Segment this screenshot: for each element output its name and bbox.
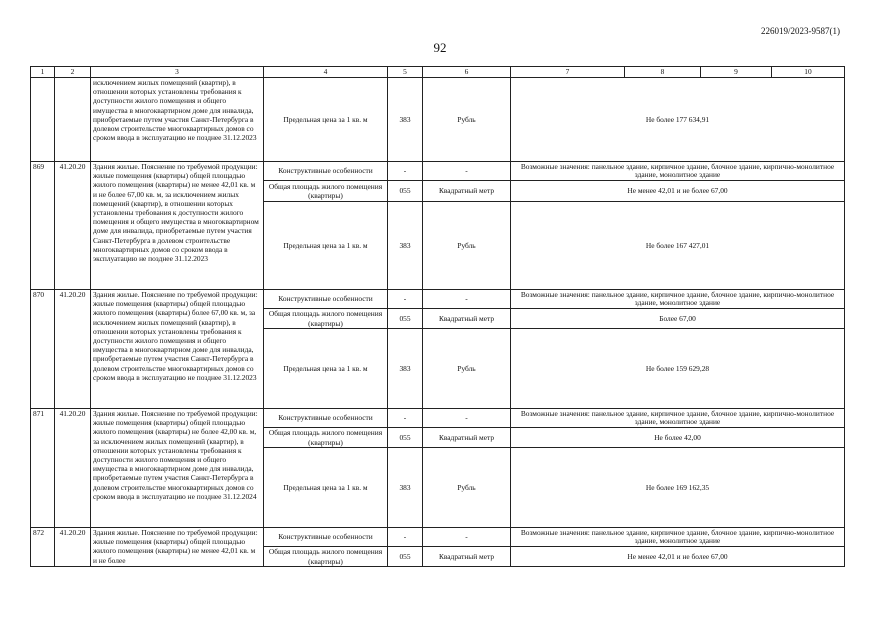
unit-name: Рубль (423, 78, 511, 162)
unit-name: - (423, 528, 511, 547)
column-header: 8 (625, 67, 701, 78)
document-number: 226019/2023-9587(1) (761, 26, 840, 36)
okei-code: 055 (388, 181, 423, 202)
column-header: 4 (264, 67, 388, 78)
unit-name: Квадратный метр (423, 309, 511, 329)
page-number: 92 (433, 40, 447, 55)
column-header: 1 (31, 67, 55, 78)
unit-name: - (423, 162, 511, 181)
characteristic-value: Возможные значения: панельное здание, кирпичное здание, блочное здание, кирпично-монолитное здание, монолитное здание (511, 409, 845, 428)
table-row (31, 409, 845, 428)
product-description: Здания жилые. Пояснение по требуемой продукции: жилые помещения (квартиры) общей площадью жилого помещения (квартиры) не менее 42,01 кв. м и не более (91, 528, 264, 567)
unit-name: Квадратный метр (423, 547, 511, 567)
okei-code: - (388, 528, 423, 547)
characteristic-value: Не более 167 427,01 (511, 202, 845, 290)
okpd-code: 41.20.20 (55, 162, 91, 290)
characteristic-name: Предельная цена за 1 кв. м (264, 329, 388, 409)
row-number-cell (31, 78, 55, 162)
okpd-code-cell (55, 78, 91, 162)
column-header: 3 (91, 67, 264, 78)
table-row (31, 528, 845, 547)
unit-name: Квадратный метр (423, 181, 511, 202)
okei-code: 383 (388, 448, 423, 528)
characteristic-value: Возможные значения: панельное здание, кирпичное здание, блочное здание, кирпично-монолитное здание, монолитное здание (511, 290, 845, 309)
characteristic-name: Общая площадь жилого помещения (квартиры) (264, 547, 388, 567)
okei-code: 055 (388, 428, 423, 448)
okei-code: - (388, 162, 423, 181)
characteristic-name: Конструктивные особенности (264, 528, 388, 547)
product-description: исключением жилых помещений (квартир), в отношении которых установлены требования к доступности жилого помещения и общего имущества в многоквартирном доме для инвалида, приобретаемые путем участия Санкт-Петербурга в долевом строительстве многоквартирных домов со сроком ввода в эксплуатацию не позднее 31.12.2023 (91, 78, 264, 162)
okei-code: 383 (388, 202, 423, 290)
okpd-code: 41.20.20 (55, 290, 91, 409)
column-header: 10 (772, 67, 845, 78)
column-header: 5 (388, 67, 423, 78)
okei-code: 383 (388, 329, 423, 409)
unit-name: Квадратный метр (423, 428, 511, 448)
okei-code: - (388, 290, 423, 309)
characteristic-name: Предельная цена за 1 кв. м (264, 448, 388, 528)
characteristic-value: Не менее 42,01 и не более 67,00 (511, 181, 845, 202)
product-description: Здания жилые. Пояснение по требуемой продукции: жилые помещения (квартиры) общей площадью жилого помещения (квартиры) не более 42,00 кв. м, за исключением жилых помещений (квартир), в отношении которых установлены требования к доступности жилого помещения и общего имущества в многоквартирном доме для инвалида, приобретаемые путем участия Санкт-Петербурга в долевом строительстве многоквартирных домов со сроком ввода в эксплуатацию не позднее 31.12.2024 (91, 409, 264, 528)
characteristic-name: Конструктивные особенности (264, 162, 388, 181)
characteristic-value: Не более 42,00 (511, 428, 845, 448)
characteristic-value: Возможные значения: панельное здание, кирпичное здание, блочное здание, кирпично-монолитное здание, монолитное здание (511, 162, 845, 181)
table-row (31, 162, 845, 181)
characteristic-name: Предельная цена за 1 кв. м (264, 202, 388, 290)
unit-name: Рубль (423, 329, 511, 409)
row-number: 869 (31, 162, 55, 290)
table-row (31, 290, 845, 309)
column-header: 9 (701, 67, 772, 78)
characteristic-name: Общая площадь жилого помещения (квартиры) (264, 309, 388, 329)
column-header: 6 (423, 67, 511, 78)
column-header: 7 (511, 67, 625, 78)
okei-code: 055 (388, 547, 423, 567)
column-number-row (31, 67, 845, 78)
product-description: Здания жилые. Пояснение по требуемой продукции: жилые помещения (квартиры) общей площадью жилого помещения (квартиры) не менее 42,01 кв. м и не более 67,00 кв. м, за исключением жилых помещений (квартир), в отношении которых установлены требования к доступности жилого помещения и общего имущества в многоквартирном доме для инвалида, приобретаемые путем участия Санкт-Петербурга в долевом строительстве многоквартирных домов со сроком ввода в эксплуатацию не позднее 31.12.2023 (91, 162, 264, 290)
row-number: 872 (31, 528, 55, 567)
characteristic-name: Общая площадь жилого помещения (квартиры) (264, 428, 388, 448)
row-number: 870 (31, 290, 55, 409)
okei-code: 383 (388, 78, 423, 162)
column-header: 2 (55, 67, 91, 78)
okei-code: - (388, 409, 423, 428)
okei-code: 055 (388, 309, 423, 329)
characteristic-value: Не менее 42,01 и не более 67,00 (511, 547, 845, 567)
characteristic-value: Возможные значения: панельное здание, кирпичное здание, блочное здание, кирпично-монолитное здание, монолитное здание (511, 528, 845, 547)
characteristic-name: Конструктивные особенности (264, 409, 388, 428)
row-number: 871 (31, 409, 55, 528)
characteristic-name: Конструктивные особенности (264, 290, 388, 309)
product-description: Здания жилые. Пояснение по требуемой продукции: жилые помещения (квартиры) общей площадью жилого помещения (квартиры) более 67,00 кв. м, за исключением жилых помещений (квартир), в отношении которых установлены требования к доступности жилого помещения и общего имущества в многоквартирном доме для инвалида, приобретаемые путем участия Санкт-Петербурга в долевом строительстве многоквартирных домов со сроком ввода в эксплуатацию не позднее 31.12.2023 (91, 290, 264, 409)
unit-name: - (423, 290, 511, 309)
unit-name: Рубль (423, 202, 511, 290)
characteristic-value: Не более 159 629,28 (511, 329, 845, 409)
requirements-table (30, 66, 845, 567)
unit-name: Рубль (423, 448, 511, 528)
characteristic-value: Не более 169 162,35 (511, 448, 845, 528)
table-row-continuation (31, 78, 845, 162)
okpd-code: 41.20.20 (55, 528, 91, 567)
characteristic-name: Общая площадь жилого помещения (квартиры) (264, 181, 388, 202)
unit-name: - (423, 409, 511, 428)
characteristic-value: Не более 177 634,91 (511, 78, 845, 162)
characteristic-name: Предельная цена за 1 кв. м (264, 78, 388, 162)
okpd-code: 41.20.20 (55, 409, 91, 528)
characteristic-value: Более 67,00 (511, 309, 845, 329)
